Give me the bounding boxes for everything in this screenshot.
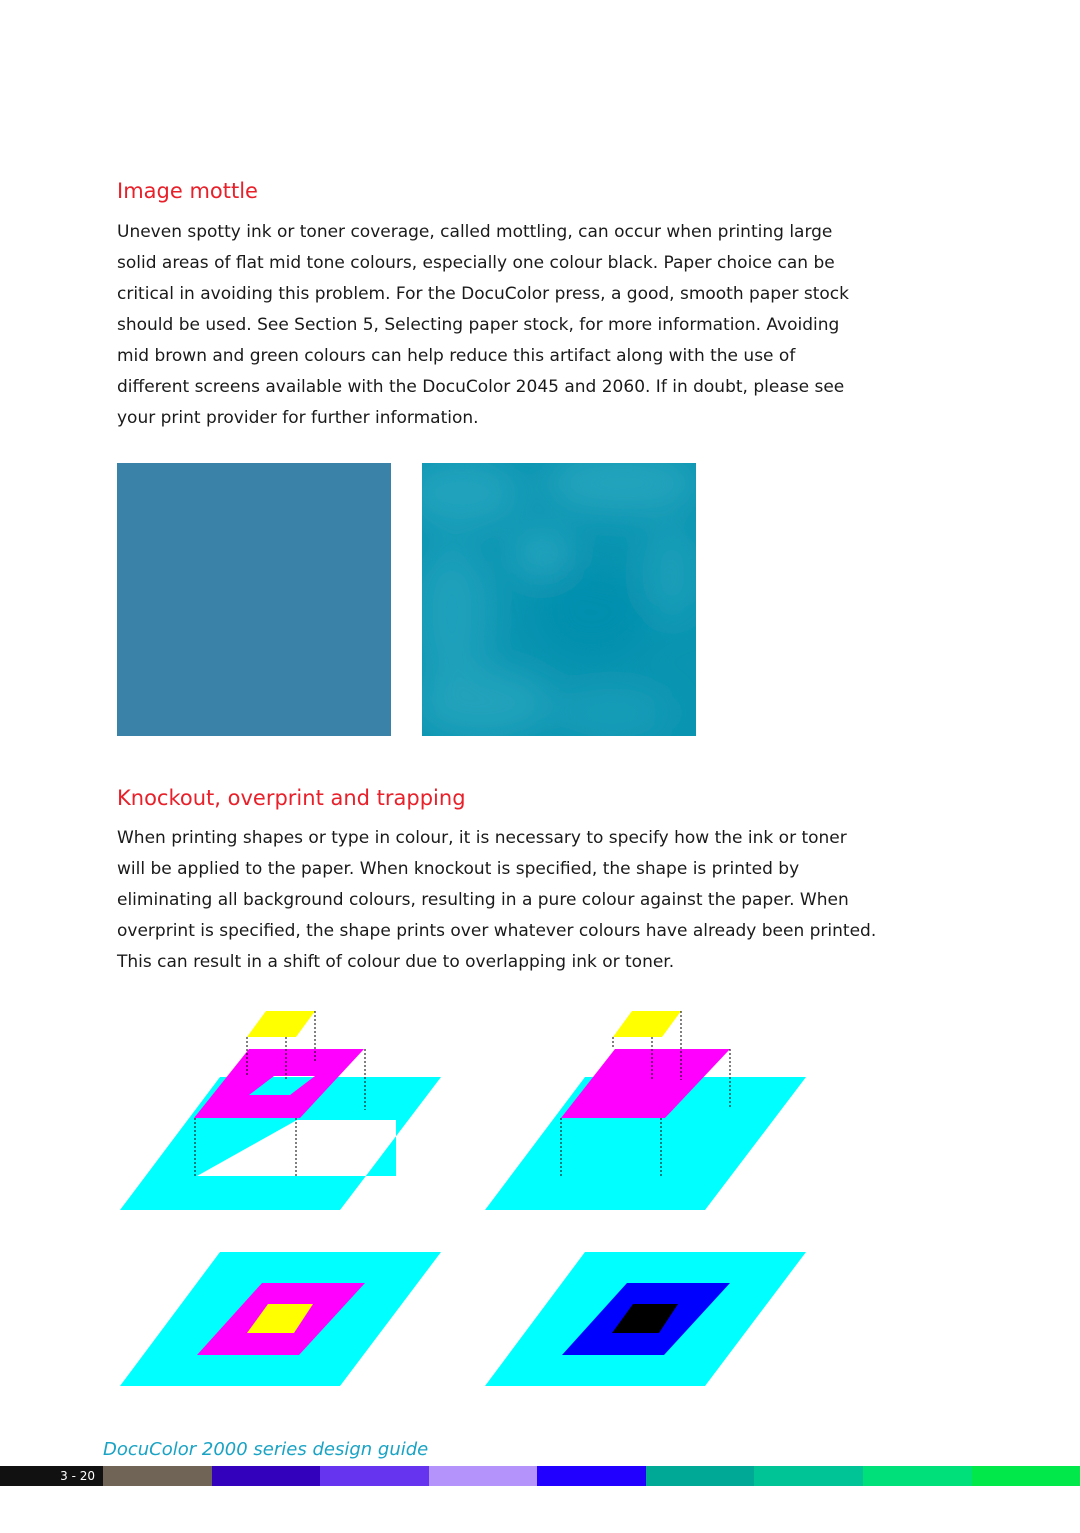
footer-title: DocuColor 2000 series design guide	[103, 1439, 429, 1460]
knockout-paragraph: When printing shapes or type in colour, it is necessary to specify how the ink or toner will be applied to the paper. When knockout is specified, the shape is printed by eliminating all background colours, resulting in a pure colour against the paper. When overprint is specified, the shape prints over whatever colours have already been printed. This can result in a shift of colour due to overlapping ink or toner.	[117, 828, 877, 972]
image-mottle-paragraph: Uneven spotty ink or toner coverage, called mottling, can occur when printing large solid areas of flat mid tone colours, especially one colour black. Paper choice can be critical in avoiding this problem. For the DocuColor press, a good, smooth paper stock should be used. See Section 5, Selecting paper stock, for more information. Avoiding mid brown and green colours can help reduce this artifact along with the use of different screens available with the DocuColor 2045 and 2060. If in doubt, please see your print provider for further information.	[117, 222, 849, 428]
knockout-overprint-diagram	[100, 1000, 820, 1400]
mottled-colour-swatch	[422, 463, 696, 736]
colour-block	[863, 1466, 972, 1486]
yellow-square-layer	[613, 1011, 681, 1037]
overprint-result-diagram	[485, 1252, 806, 1386]
overprint-exploded-diagram	[485, 1011, 806, 1210]
yellow-square-layer	[247, 1011, 315, 1037]
colour-block	[429, 1466, 538, 1486]
knockout-result-diagram	[120, 1252, 441, 1386]
colour-block	[754, 1466, 863, 1486]
colour-block	[103, 1466, 212, 1486]
footer-colour-bar	[0, 1466, 1080, 1486]
mottle-texture	[422, 463, 696, 736]
colour-block	[972, 1466, 1080, 1486]
page-number: 3 - 20	[0, 1466, 103, 1486]
section-heading-image-mottle: Image mottle	[117, 179, 258, 203]
flat-colour-swatch	[117, 463, 391, 736]
knockout-exploded-diagram	[120, 1011, 441, 1210]
section-heading-knockout: Knockout, overprint and trapping	[117, 786, 466, 810]
colour-block	[212, 1466, 321, 1486]
colour-block	[320, 1466, 429, 1486]
colour-block	[646, 1466, 755, 1486]
colour-block	[537, 1466, 646, 1486]
